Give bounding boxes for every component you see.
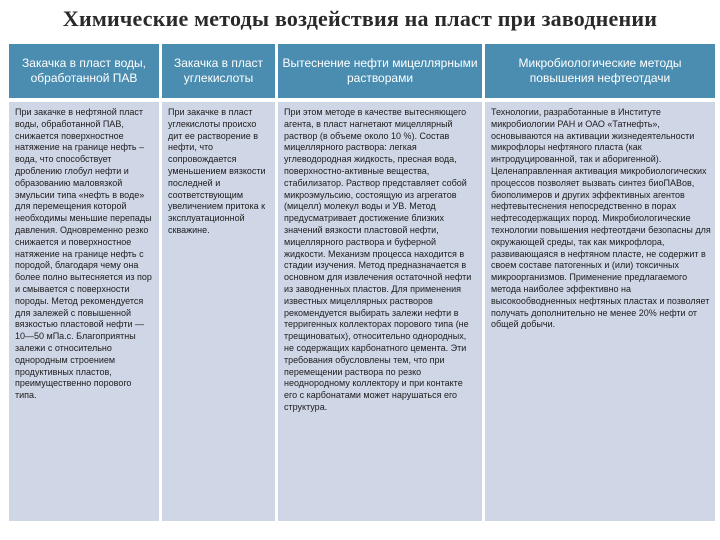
- cell-text: При закачке в пласт углекислоты происхо дит ее растворение в нефти, что сопровождается уменьшением вязкости последней и соответствующим увеличением притока к эксплуатационной скважине.: [168, 107, 269, 235]
- header-carbon-dioxide: Закачка в пласт углекислоты: [162, 44, 275, 102]
- table-header-row: [9, 44, 715, 102]
- cell-text: При закачке в нефтяной пласт воды, обработанной ПАВ, снижается поверхностное натяжение на границе нефть – вода, что способствует дроблению глобул нефти и образованию маловязкой эмульсии типа «нефть в воде» для перемещения которой необходимы меньшие перепады давления. Одновременно резко снижается и поверхностное натяжение на границе нефть с породой, благодаря чему она более полно вытесняется из пор и смывается с поверхности породы. Метод рекомендуется для залежей с повышенной вязкостью пластовой нефти — 10—50 мПа.с. Благоприятны залежи с относительно однородным строением продуктивных пластов, преимущественно порового типа.: [15, 107, 155, 401]
- cell-text: Технологии, разработанные в Институте микробиологии РАН и ОАО «Татнефть», основываются на активации жизнедеятельности микрофлоры нефтяного пласта (как интродуцированной, так и аборигенной). Целенаправленная активация микробиологических процессов позволяет вызвать синтез биоПАВов, биополимеров и других эффективных агентов нефтевытеснения непосредственно в порах нефтесодержащих пород. Микробиологические технологии повышения нефтеотдачи безопасны для окружающей среды, так как микрофлора, развивающаяся в нефтяном пласте, не содержит в своем составе патогенных и (или) токсичных микроорганизмов. Применение предлагаемого метода наиболее эффективно на высокообводненных нефтяных пластах и позволяет получать дополнительно не менее 20% нефти от общей добычи.: [491, 107, 714, 330]
- cell-microbiological-methods: [485, 102, 715, 521]
- cell-text: При этом методе в качестве вытесняющего агента, в пласт нагнетают мицеллярный раствор (в объеме около 10 %). Состав мицеллярного раствора: легкая углеводородная жидкость, пресная вода, поверхностно-активные вещества, стабилизатор. Раствор представляет собой микроэмульсию, состоящую из агрегатов (мицелл) молекул воды и УВ. Метод предусматривает достижение близких значений вязкости пластовой нефти, мицеллярного раствора и буферной жидкости. Механизм процесса находится в стадии изучения. Метод предназначается в основном для извлечения остаточной нефти из заводненных пластов. Для применения известных мицеллярных растворов рекомендуется выбирать залежи нефти в терригенных коллекторах порового типа (не трещиноватых), относительно однородных, не содержащих карбонатного цемента. Эти требования обусловлены тем, что при перемещении раствора по резко неоднородному коллектору и при контакте его с карбонатами может нарушаться его структура.: [284, 107, 474, 412]
- header-micellar-solutions: Вытеснение нефти мицеллярными растворами: [278, 44, 482, 102]
- page-title: Химические методы воздействия на пласт при заводнении: [62, 6, 658, 31]
- cell-surfactant-water: [9, 102, 159, 521]
- header-surfactant-water: Закачка в пласт воды, обработанной ПАВ: [9, 44, 159, 102]
- header-microbiological-methods: Микробиологические методы повышения нефтеотдачи: [485, 44, 715, 102]
- cell-micellar-solutions: [278, 102, 482, 521]
- cell-carbon-dioxide: [162, 102, 275, 521]
- methods-table: [6, 44, 718, 521]
- table-row: [9, 102, 715, 521]
